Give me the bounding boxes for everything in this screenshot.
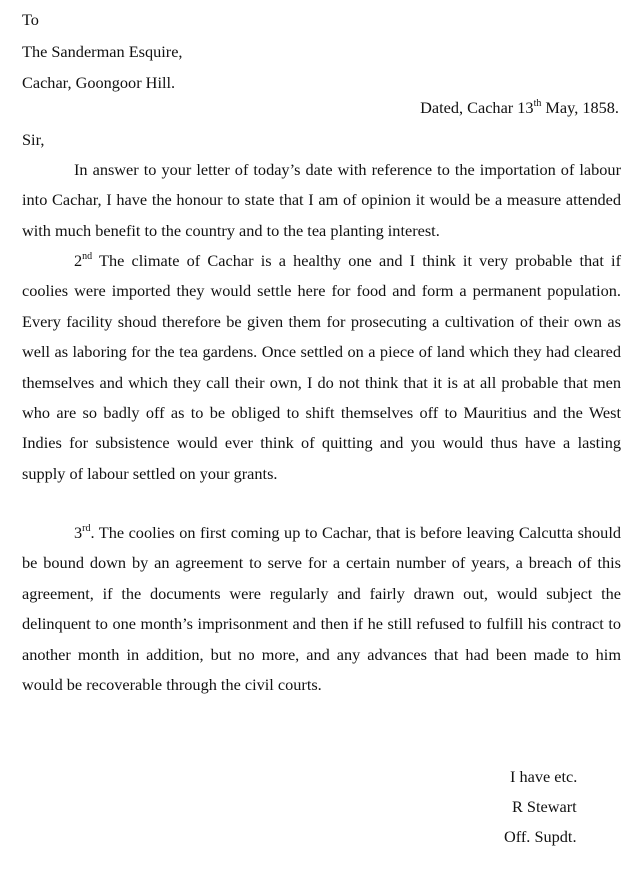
letter-date: Dated, Cachar 13th May, 1858. — [420, 97, 619, 117]
signature-title: Off. Supdt. — [504, 827, 577, 846]
paragraph-1: In answer to your letter of today’s date with reference to the importation of labour into Cachar, I have the honour to state that I am of opinion it would be a measure attended with much benefit to the country and to the tea planting interest. — [22, 160, 621, 240]
recipient-place: Cachar, Goongoor Hill. — [22, 73, 176, 92]
address-to: To — [22, 10, 39, 29]
recipient-name: The Sanderman Esquire, — [22, 42, 183, 61]
paragraph-2: 2nd The climate of Cachar is a healthy one and I think it very probable that if coolies were imported they would settle here for food and form a permanent population. Every facility shoud therefore be given them for prosecuting a cultivation of their own as well as laboring for the tea gardens. Once settled on a piece of land which they had cleared themselves and which they call their own, I do not think that it is at all probable that men who are so badly off as to be obliged to shift themselves off to Mauritius and the West Indies for subsistence would ever think of quitting and you would thus have a lasting supply of labour settled on your grants. — [22, 250, 621, 483]
paragraph-3: 3rd. The coolies on first coming up to Cachar, that is before leaving Calcutta should be bound down by an agreement to serve for a certain number of years, a breach of this agreement, if the documents were regularly and fairly drawn out, would subject the delinquent to one month’s imprisonment and then if he still refused to fulfill his contract to another month in addition, but no more, and any advances that had been made to him would be recoverable through the civil courts. — [22, 522, 621, 695]
salutation: Sir, — [22, 130, 45, 149]
closing: I have etc. — [510, 767, 578, 786]
signature-name: R Stewart — [512, 797, 577, 816]
